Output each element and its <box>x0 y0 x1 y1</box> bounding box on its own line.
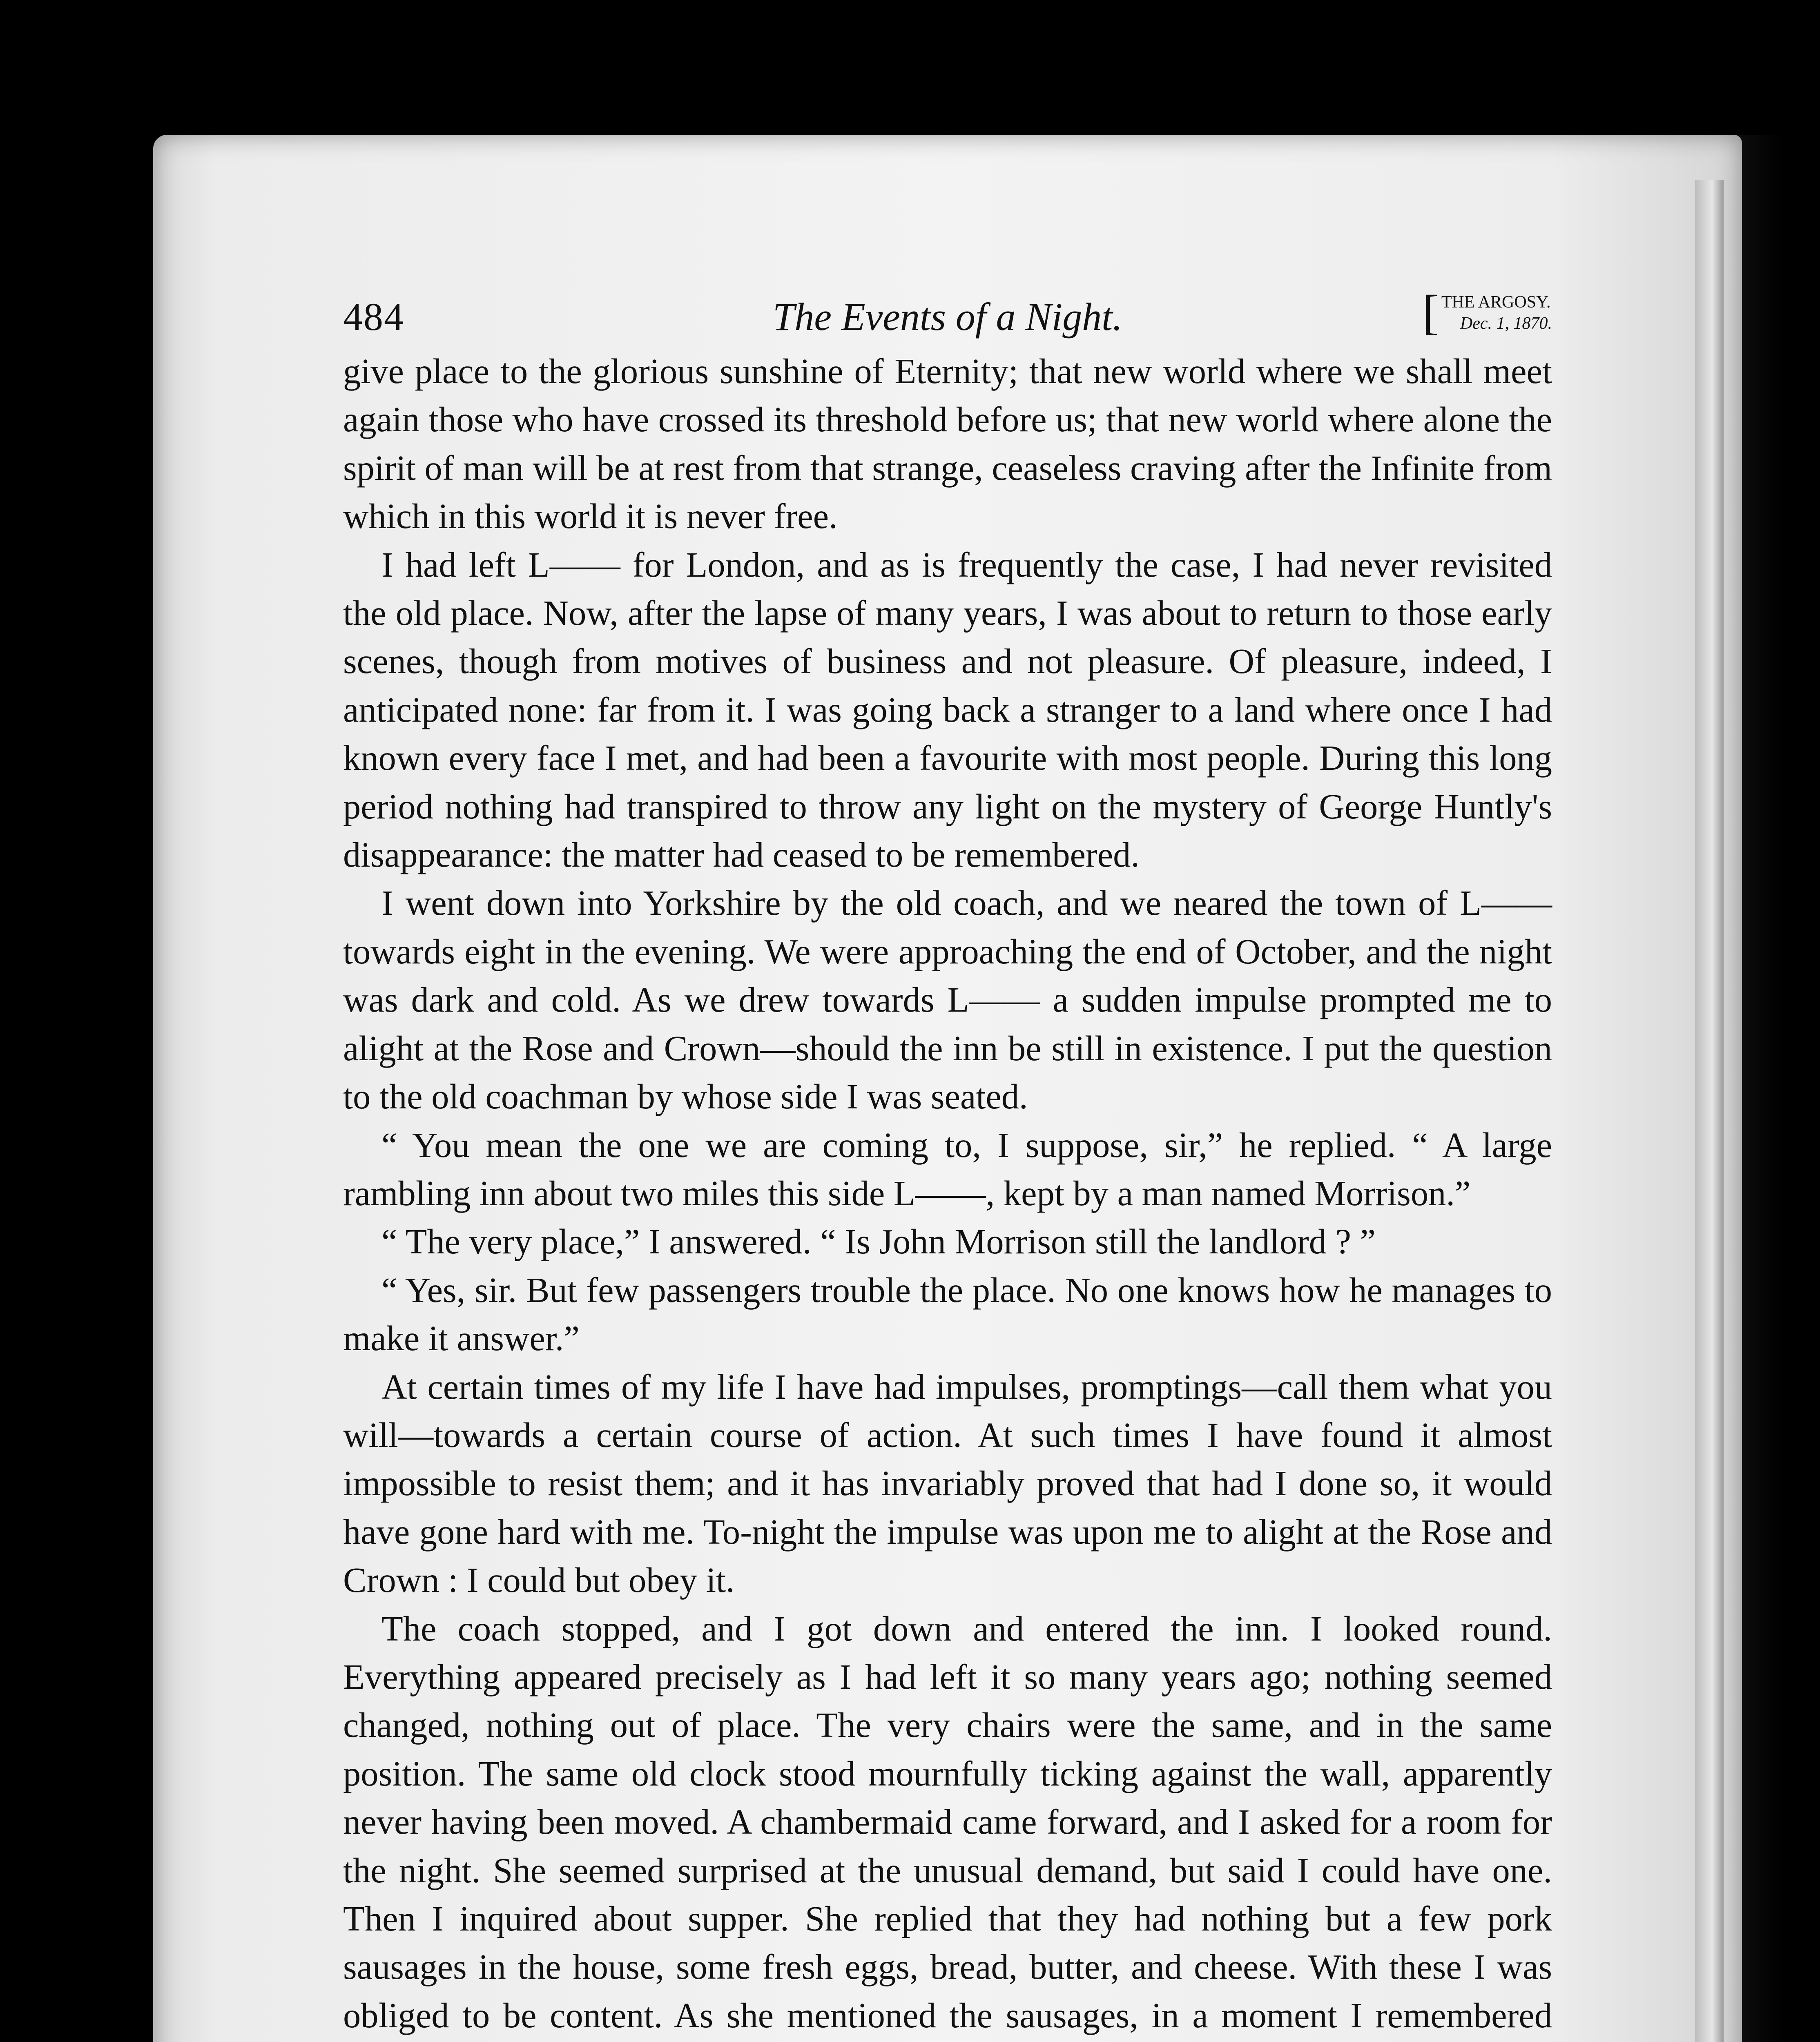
paragraph: “ The very place,” I answered. “ Is John Morrison still the landlord ? ” <box>381 1222 1376 1262</box>
page-edge-strip <box>1695 180 1724 2042</box>
paragraph: The coach stopped, and I got down and entered the inn. I looked round. Everything appeared precisely as I had left it so many years ago; nothing seemed changed, nothing out of place. The very chairs were the same, and in the same position. The same old clock stood mournfully ticking against the wall, apparently never having been moved. A chambermaid came forward, and I asked for a room for the night. She seemed surprised at the unusual demand, but said I could have one. Then I inquired about supper. She replied that they had nothing but a few pork sausages in the house, some fresh eggs, bread, butter, and cheese. With these I was obliged to be content. As she mentioned the sausages, in a moment I remembered <box>343 1609 1552 2035</box>
paragraph: I went down into Yorkshire by the old coach, and we neared the town of L—— towards eight in the evening. We were approaching the end of October, and the night was dark and cold. As we drew towards L—— a sudden impulse prompted me to alight at the Rose and Crown—should the inn be still in existence. I put the question to the old coachman by whose side I was seated. <box>343 883 1552 1117</box>
source-publication: THE ARGOSY. <box>1441 293 1551 312</box>
source-note <box>1422 285 1552 339</box>
paragraph: At certain times of my life I have had impulses, promptings—call them what you will—towards a certain course of action. At such times I have found it almost impossible to resist them; and it has invariably proved that had I done so, it would have gone hard with me. To-night the impulse was upon me to alight at the Rose and Crown : I could but obey it. <box>343 1367 1552 1600</box>
page-number: 484 <box>343 295 404 339</box>
paragraph: “ You mean the one we are coming to, I suppose, sir,” he replied. “ A large rambling inn about two miles this side L——, kept by a man named Morrison.” <box>343 1125 1552 1213</box>
page-header <box>343 286 1552 347</box>
paragraph: “ Yes, sir. But few passengers trouble the place. No one knows how he manages to make it answer.” <box>343 1270 1552 1358</box>
paragraph: I had left L—— for London, and as is frequently the case, I had never revisited the old place. Now, after the lapse of many years, I was about to return to those early scenes, though from motives of business and not pleasure. Of pleasure, indeed, I anticipated none: far from it. I was going back a stranger to a land where once I had known every face I met, and had been a favourite with most people. During this long period nothing had transpired to throw any light on the mystery of George Huntly's disappearance: the matter had ceased to be remembered. <box>343 545 1552 875</box>
running-title: The Events of a Night. <box>773 295 1122 339</box>
body-text <box>343 347 1552 2042</box>
bracket-glyph: [ <box>1422 285 1439 339</box>
source-date: Dec. 1, 1870. <box>1460 314 1552 333</box>
page-content <box>343 286 1552 2042</box>
paragraph: give place to the glorious sunshine of Eternity; that new world where we shall meet again those who have crossed its threshold before us; that new world where alone the spirit of man will be at rest from that strange, ceaseless craving after the Infinite from which in this world it is never free. <box>343 352 1552 536</box>
